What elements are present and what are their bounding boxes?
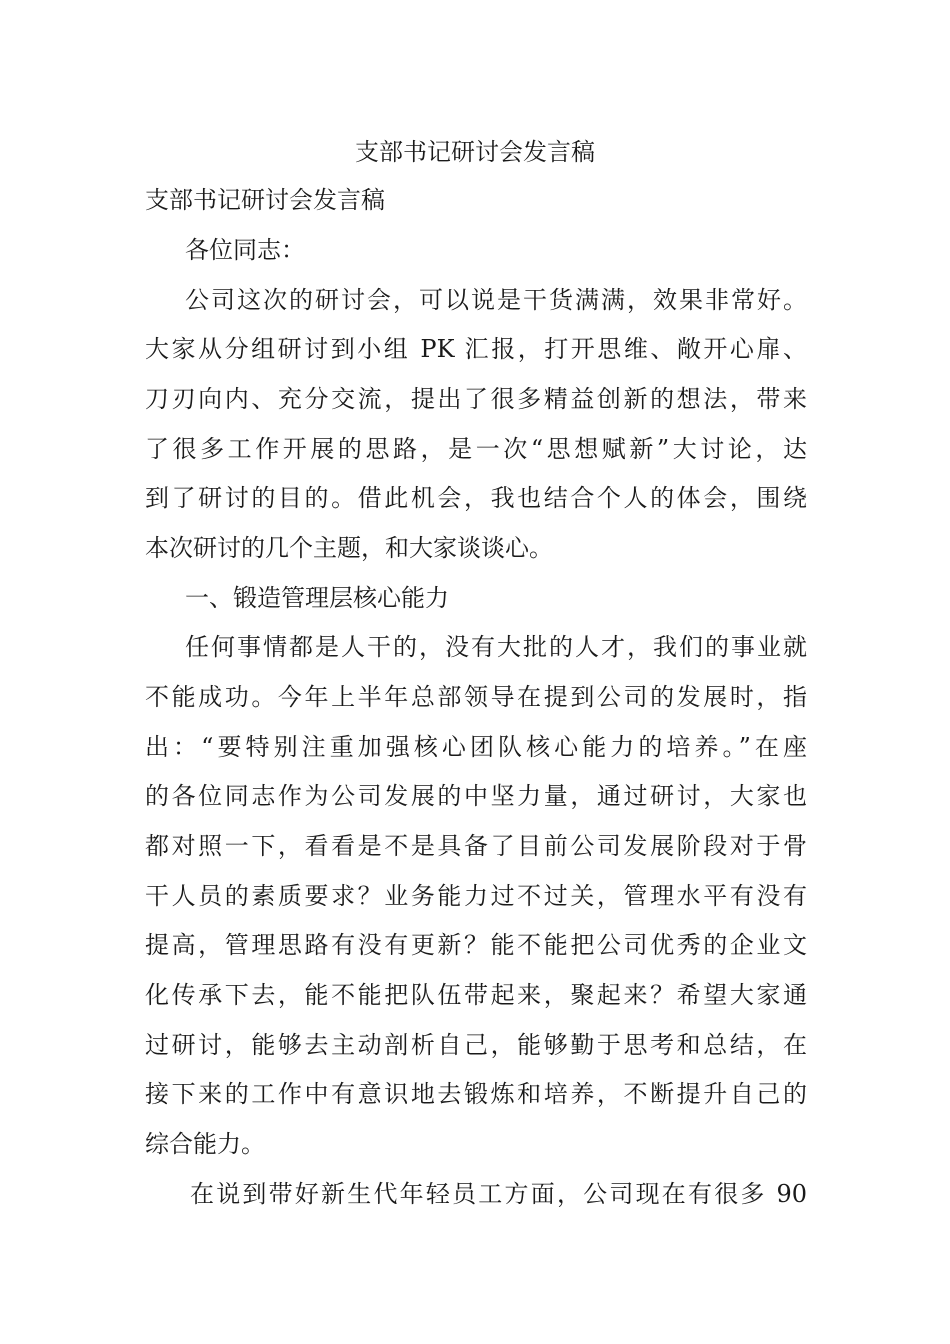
text-line: 到了研讨的目的。借此机会，我也结合个人的体会，围绕 bbox=[145, 484, 807, 512]
text-line: 公司这次的研讨会，可以说是干货满满，效果非常好。 bbox=[185, 286, 807, 314]
text-line: 过研讨，能够去主动剖析自己，能够勤于思考和总结，在 bbox=[145, 1031, 807, 1059]
text-line: 任何事情都是人干的，没有大批的人才，我们的事业就 bbox=[185, 633, 807, 661]
text-line: 综合能力。 bbox=[145, 1130, 265, 1158]
document-title: 支部书记研讨会发言稿 bbox=[355, 138, 595, 166]
text-line: 出：“要特别注重加强核心团队核心能力的培养。”在座 bbox=[145, 733, 807, 761]
text-line: 提高，管理思路有没有更新？能不能把公司优秀的企业文 bbox=[145, 931, 807, 959]
text-line: 不能成功。今年上半年总部领导在提到公司的发展时，指 bbox=[145, 683, 807, 711]
text-line: 刀刃向内、充分交流，提出了很多精益创新的想法，带来 bbox=[145, 385, 807, 413]
text-line: 都对照一下，看看是不是具备了目前公司发展阶段对于骨 bbox=[145, 832, 807, 860]
text-line: 化传承下去，能不能把队伍带起来，聚起来？希望大家通 bbox=[145, 981, 807, 1009]
section-heading: 一、锻造管理层核心能力 bbox=[185, 584, 449, 612]
text-line: 本次研讨的几个主题，和大家谈谈心。 bbox=[145, 534, 553, 562]
text-line: 接下来的工作中有意识地去锻炼和培养，不断提升自己的 bbox=[145, 1080, 807, 1108]
text-line: 在说到带好新生代年轻员工方面，公司现在有很多 90 bbox=[190, 1180, 807, 1208]
text-line: 了很多工作开展的思路，是一次“思想赋新”大讨论，达 bbox=[145, 435, 807, 463]
text-line: 的各位同志作为公司发展的中坚力量，通过研讨，大家也 bbox=[145, 782, 807, 810]
salutation-line: 各位同志： bbox=[185, 236, 305, 264]
subtitle-line: 支部书记研讨会发言稿 bbox=[145, 186, 385, 214]
text-line: 大家从分组研讨到小组 PK 汇报，打开思维、敞开心扉、 bbox=[145, 335, 807, 363]
text-line: 干人员的素质要求？业务能力过不过关，管理水平有没有 bbox=[145, 882, 807, 910]
